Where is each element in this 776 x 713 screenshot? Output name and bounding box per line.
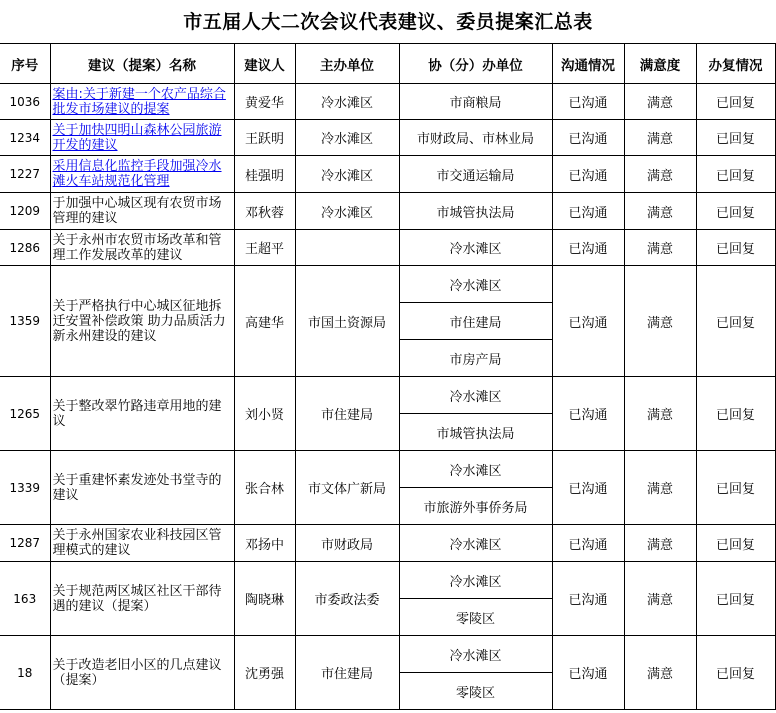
header-communication: 沟通情况 <box>552 44 624 84</box>
row-co-unit: 冷水滩区 <box>399 451 552 488</box>
row-seq: 1265 <box>0 377 50 451</box>
row-satisfaction: 满意 <box>624 266 696 377</box>
row-co-unit: 市城管执法局 <box>399 414 552 451</box>
row-proposal-name[interactable] <box>50 84 234 120</box>
header-seq: 序号 <box>0 44 50 84</box>
header-satisfaction: 满意度 <box>624 44 696 84</box>
row-proposal-name[interactable] <box>50 156 234 193</box>
row-satisfaction: 满意 <box>624 562 696 636</box>
table-row <box>0 84 775 120</box>
row-seq: 1036 <box>0 84 50 120</box>
row-co-unit: 冷水滩区 <box>399 377 552 414</box>
proposal-link[interactable]: 采用信息化监控手段加强冷水滩火车站规范化管理 <box>52 159 222 189</box>
row-proposal-name: 关于严格执行中心城区征地拆迁安置补偿政策 助力品质活力新永州建设的建议 <box>50 266 234 377</box>
row-proposer: 王超平 <box>234 230 295 266</box>
table-row <box>0 230 775 266</box>
row-lead-unit: 冷水滩区 <box>295 120 399 156</box>
row-seq: 1359 <box>0 266 50 377</box>
row-seq: 18 <box>0 636 50 710</box>
header-co-unit: 协（分）办单位 <box>399 44 552 84</box>
row-communication: 已沟通 <box>552 120 624 156</box>
row-lead-unit: 市委政法委 <box>295 562 399 636</box>
row-satisfaction: 满意 <box>624 84 696 120</box>
row-lead-unit: 冷水滩区 <box>295 84 399 120</box>
row-proposer: 高建华 <box>234 266 295 377</box>
row-reply: 已回复 <box>696 156 775 193</box>
table-row <box>0 562 775 599</box>
row-seq: 1227 <box>0 156 50 193</box>
row-seq: 1339 <box>0 451 50 525</box>
row-proposal-name[interactable] <box>50 120 234 156</box>
row-communication: 已沟通 <box>552 193 624 230</box>
row-reply: 已回复 <box>696 451 775 525</box>
row-reply: 已回复 <box>696 84 775 120</box>
table-row <box>0 156 775 193</box>
row-reply: 已回复 <box>696 636 775 710</box>
row-lead-unit: 市住建局 <box>295 636 399 710</box>
header-proposer: 建议人 <box>234 44 295 84</box>
row-proposer: 沈勇强 <box>234 636 295 710</box>
row-seq: 1234 <box>0 120 50 156</box>
row-proposer: 邓扬中 <box>234 525 295 562</box>
row-satisfaction: 满意 <box>624 193 696 230</box>
row-co-unit: 零陵区 <box>399 599 552 636</box>
row-proposal-name: 关于永州市农贸市场改革和管理工作发展改革的建议 <box>50 230 234 266</box>
row-seq: 1209 <box>0 193 50 230</box>
row-co-unit: 市住建局 <box>399 303 552 340</box>
row-satisfaction: 满意 <box>624 451 696 525</box>
row-satisfaction: 满意 <box>624 377 696 451</box>
row-proposal-name: 关于永州国家农业科技园区管理模式的建议 <box>50 525 234 562</box>
row-co-unit: 市房产局 <box>399 340 552 377</box>
row-co-unit: 市旅游外事侨务局 <box>399 488 552 525</box>
row-communication: 已沟通 <box>552 377 624 451</box>
header-lead-unit: 主办单位 <box>295 44 399 84</box>
proposal-summary-table <box>0 44 776 710</box>
table-row <box>0 636 775 673</box>
row-lead-unit: 市文体广新局 <box>295 451 399 525</box>
row-proposer: 刘小贤 <box>234 377 295 451</box>
row-communication: 已沟通 <box>552 266 624 377</box>
row-communication: 已沟通 <box>552 84 624 120</box>
row-proposer: 黄爱华 <box>234 84 295 120</box>
row-satisfaction: 满意 <box>624 120 696 156</box>
row-proposal-name: 关于改造老旧小区的几点建议（提案） <box>50 636 234 710</box>
table-row <box>0 525 775 562</box>
row-reply: 已回复 <box>696 193 775 230</box>
row-communication: 已沟通 <box>552 451 624 525</box>
row-seq: 163 <box>0 562 50 636</box>
row-communication: 已沟通 <box>552 636 624 710</box>
row-lead-unit: 冷水滩区 <box>295 156 399 193</box>
table-row <box>0 377 775 414</box>
row-communication: 已沟通 <box>552 156 624 193</box>
row-lead-unit: 市财政局 <box>295 525 399 562</box>
row-seq: 1287 <box>0 525 50 562</box>
row-co-unit: 冷水滩区 <box>399 525 552 562</box>
header-reply: 办复情况 <box>696 44 775 84</box>
row-reply: 已回复 <box>696 525 775 562</box>
row-co-unit: 市交通运输局 <box>399 156 552 193</box>
row-co-unit: 冷水滩区 <box>399 266 552 303</box>
row-co-unit: 零陵区 <box>399 673 552 710</box>
header-name: 建议（提案）名称 <box>50 44 234 84</box>
row-lead-unit <box>295 230 399 266</box>
row-proposer: 王跃明 <box>234 120 295 156</box>
proposal-link[interactable]: 关于加快四明山森林公园旅游开发的建议 <box>52 122 222 153</box>
row-communication: 已沟通 <box>552 525 624 562</box>
row-proposer: 陶晓琳 <box>234 562 295 636</box>
row-satisfaction: 满意 <box>624 230 696 266</box>
header-row <box>0 44 775 84</box>
row-co-unit: 冷水滩区 <box>399 230 552 266</box>
row-reply: 已回复 <box>696 230 775 266</box>
row-reply: 已回复 <box>696 266 775 377</box>
table-row <box>0 451 775 488</box>
row-reply: 已回复 <box>696 120 775 156</box>
row-proposer: 桂强明 <box>234 156 295 193</box>
row-proposer: 邓秋蓉 <box>234 193 295 230</box>
table-row <box>0 193 775 230</box>
table-row <box>0 266 775 303</box>
row-satisfaction: 满意 <box>624 636 696 710</box>
row-co-unit: 冷水滩区 <box>399 636 552 673</box>
page-title: 市五届人大二次会议代表建议、委员提案汇总表 <box>0 0 776 44</box>
row-seq: 1286 <box>0 230 50 266</box>
proposal-link[interactable]: 案由:关于新建一个农产品综合批发市场建议的提案 <box>52 86 226 117</box>
row-communication: 已沟通 <box>552 230 624 266</box>
row-lead-unit: 市国土资源局 <box>295 266 399 377</box>
row-proposer: 张合林 <box>234 451 295 525</box>
table-row <box>0 120 775 156</box>
row-proposal-name: 于加强中心城区现有农贸市场管理的建议 <box>50 193 234 230</box>
row-satisfaction: 满意 <box>624 525 696 562</box>
row-lead-unit: 冷水滩区 <box>295 193 399 230</box>
row-lead-unit: 市住建局 <box>295 377 399 451</box>
row-proposal-name: 关于重建怀素发迹处书堂寺的建议 <box>50 451 234 525</box>
row-co-unit: 市商粮局 <box>399 84 552 120</box>
row-satisfaction: 满意 <box>624 156 696 193</box>
row-reply: 已回复 <box>696 377 775 451</box>
row-co-unit: 冷水滩区 <box>399 562 552 599</box>
row-communication: 已沟通 <box>552 562 624 636</box>
row-co-unit: 市财政局、市林业局 <box>399 120 552 156</box>
row-proposal-name: 关于规范两区城区社区干部待遇的建议（提案） <box>50 562 234 636</box>
row-proposal-name: 关于整改翠竹路违章用地的建议 <box>50 377 234 451</box>
row-reply: 已回复 <box>696 562 775 636</box>
row-co-unit: 市城管执法局 <box>399 193 552 230</box>
